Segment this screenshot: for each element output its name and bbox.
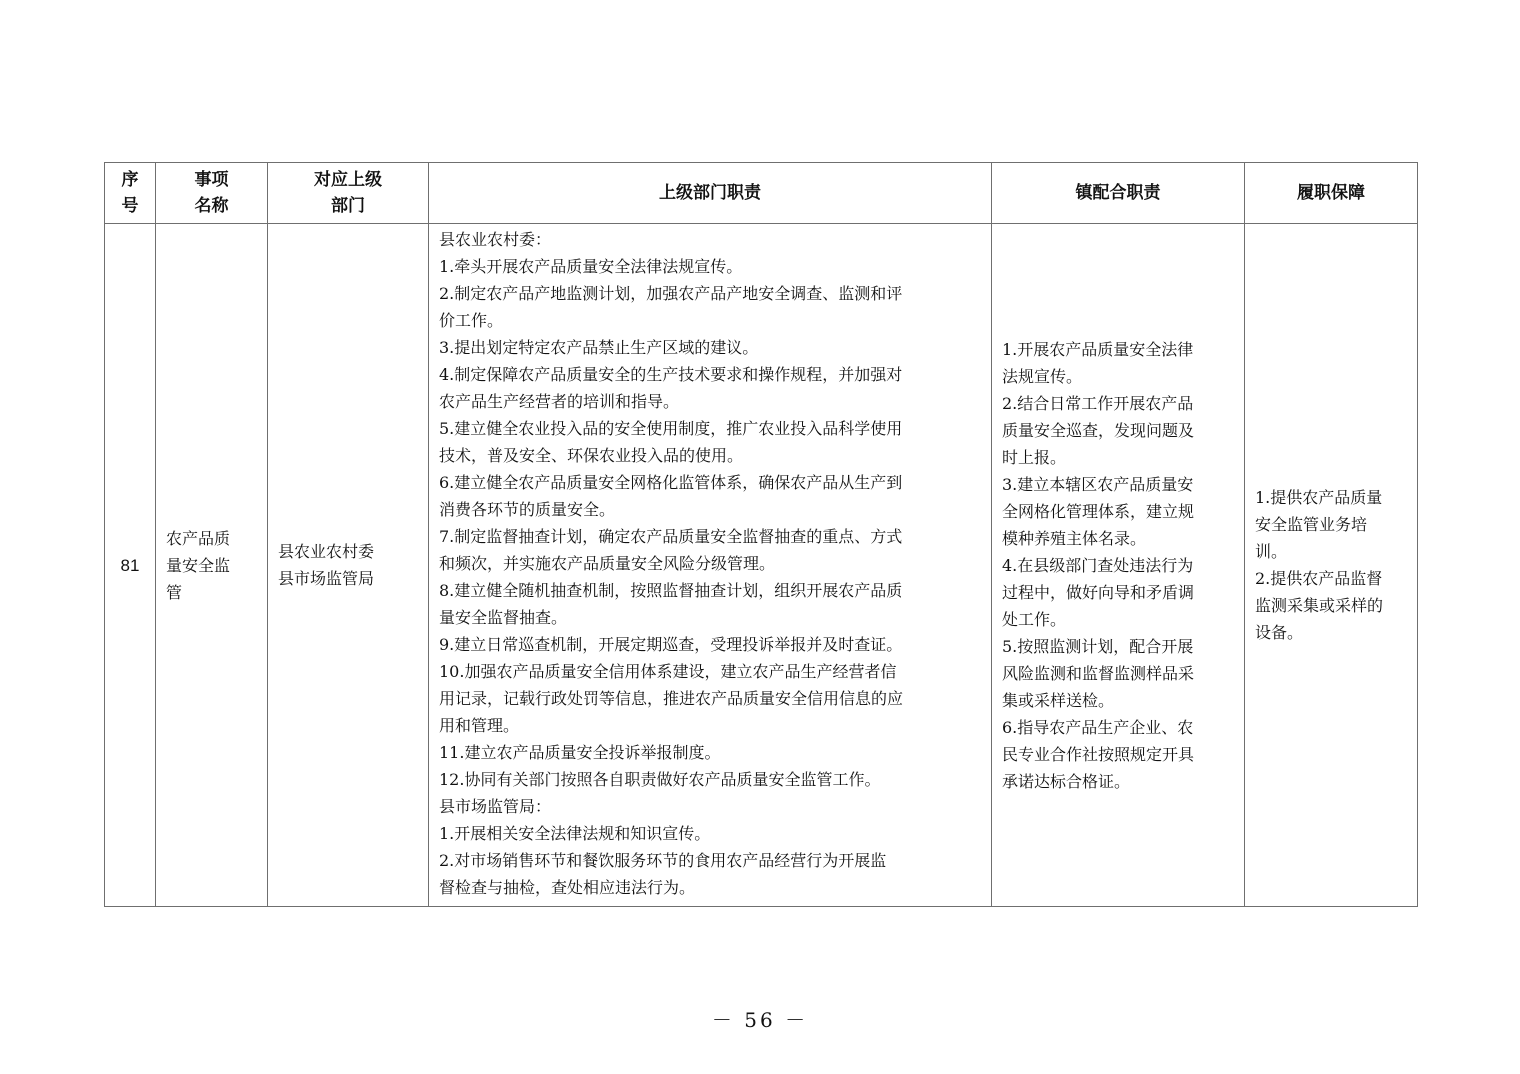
page-number: － 56 － <box>711 1008 809 1032</box>
table-row <box>105 224 1418 907</box>
header-upper-dept: 对应上级 部门 <box>268 163 429 224</box>
row-seq: 81 <box>105 224 156 907</box>
row-town-responsibility: 1.开展农产品质量安全法律 法规宣传。 2.结合日常工作开展农产品 质量安全巡查，发现问题及 时上报。 3.建立本辖区农产品质量安 全网格化管理体系，建立规 模种养殖主体名录。 4.在县级部门查处违法行为 过程中，做好向导和矛盾调 处工作。 5.按照监测计划，配合开展 风险监测和监督监测样品采 集或采样送检。 6.指导农产品生产企业、农 民专业合作社按照规定开具 承诺达标合格证。 <box>992 224 1245 907</box>
header-town-responsibility: 镇配合职责 <box>992 163 1245 224</box>
header-guarantee: 履职保障 <box>1245 163 1418 224</box>
header-row <box>105 163 1418 224</box>
row-upper-dept: 县农业农村委 县市场监管局 <box>268 224 429 907</box>
row-guarantee: 1.提供农产品质量 安全监管业务培 训。 2.提供农产品监督 监测采集或采样的 设备。 <box>1245 224 1418 907</box>
header-seq: 序 号 <box>105 163 156 224</box>
header-upper-responsibility: 上级部门职责 <box>429 163 992 224</box>
row-item-name: 农产品质 量安全监 管 <box>156 224 268 907</box>
row-upper-responsibility: 县农业农村委： 1.牵头开展农产品质量安全法律法规宣传。 2.制定农产品产地监测计划，加强农产品产地安全调查、监测和评 价工作。 3.提出划定特定农产品禁止生产区域的建议。 4.制定保障农产品质量安全的生产技术要求和操作规程，并加强对 农产品生产经营者的培训和指导。 5.建立健全农业投入品的安全使用制度，推广农业投入品科学使用 技术，普及安全、环保农业投入品的使用。 6.建立健全农产品质量安全网格化监管体系，确保农产品从生产到 消费各环节的质量安全。 7.制定监督抽查计划，确定农产品质量安全监督抽查的重点、方式 和频次，并实施农产品质量安全风险分级管理。 8.建立健全随机抽查机制，按照监督抽查计划，组织开展农产品质 量安全监督抽查。 9.建立日常巡查机制，开展定期巡查，受理投诉举报并及时查证。 10.加强农产品质量安全信用体系建设，建立农产品生产经营者信 用记录，记载行政处罚等信息，推进农产品质量安全信用信息的应 用和管理。 11.建立农产品质量安全投诉举报制度。 12.协同有关部门按照各自职责做好农产品质量安全监管工作。 县市场监管局： 1.开展相关安全法律法规和知识宣传。 2.对市场销售环节和餐饮服务环节的食用农产品经营行为开展监 督检查与抽检，查处相应违法行为。 <box>429 224 992 907</box>
header-item-name: 事项 名称 <box>156 163 268 224</box>
duty-table <box>104 162 1418 907</box>
